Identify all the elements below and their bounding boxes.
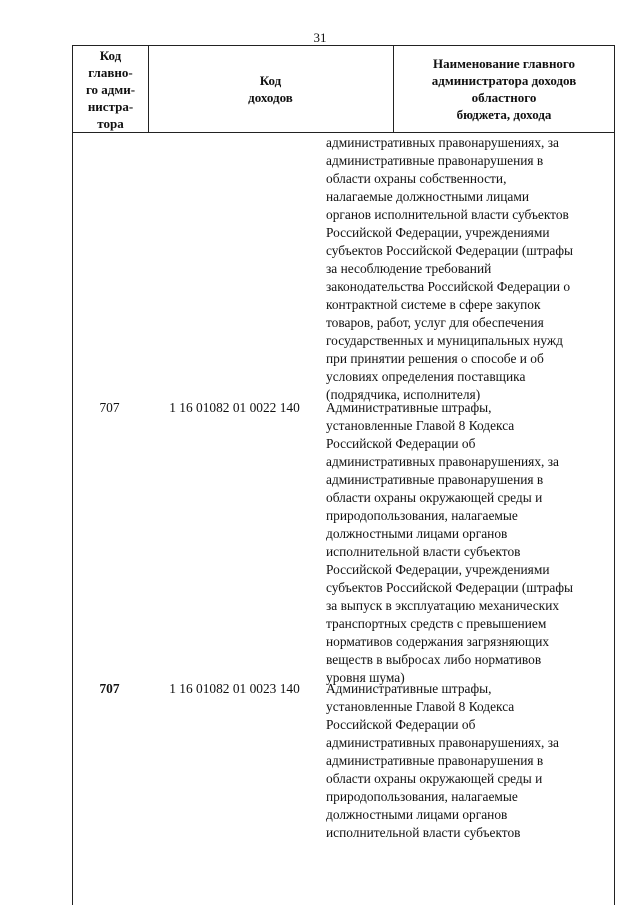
row-1-admin-code: 707 [99,400,120,415]
continued-description: административных правонарушениях, за административные правонарушения в области охраны собственности, налагаемые должностными лицами органов исполнительной власти субъектов Российской Федерации, учреждениями субъектов Российской Федерации (штрафы за несоблюдение требований законодательства Российской Федерации о контрактной системе в сфере закупок товаров, работ, услуг для обеспечения государственных и муниципальных нужд при принятии решения о способе и об условиях определения поставщика (подрядчика, исполнителя) [326,135,574,402]
row-2-admin-code: 707 [99,681,120,696]
header-admin-code: Код главно- го адми- нистра- тора [73,46,149,132]
row-2-description: Административные штрафы, установленные Главой 8 Кодекса Российской Федерации об административных правонарушениях, за административные правонарушения в области охраны окружающей среды и природопользования, налагаемые должностными лицами органов исполнительной власти субъектов [326,681,559,840]
table-border-left [72,133,73,905]
row-1-description: Административные штрафы, установленные Главой 8 Кодекса Российской Федерации об административных правонарушениях, за административные правонарушения в области охраны окружающей среды и природопользования, налагаемые должностными лицами органов исполнительной власти субъектов Российской Федерации, учреждениями субъектов Российской Федерации (штрафы за выпуск в эксплуатацию механических транспортных средств с превышением нормативов содержания загрязняющих веществ в выбросах либо нормативов уровня шума) [326,400,574,685]
header-income-code: Код доходов [148,46,394,132]
page-number: 31 [313,30,327,45]
row-1-income-code: 1 16 01082 01 0022 140 [169,400,300,415]
table-header [72,45,615,133]
row-2-income-code: 1 16 01082 01 0023 140 [169,681,300,696]
header-name: Наименование главного администратора доходов областного бюджета, дохода [431,56,577,122]
